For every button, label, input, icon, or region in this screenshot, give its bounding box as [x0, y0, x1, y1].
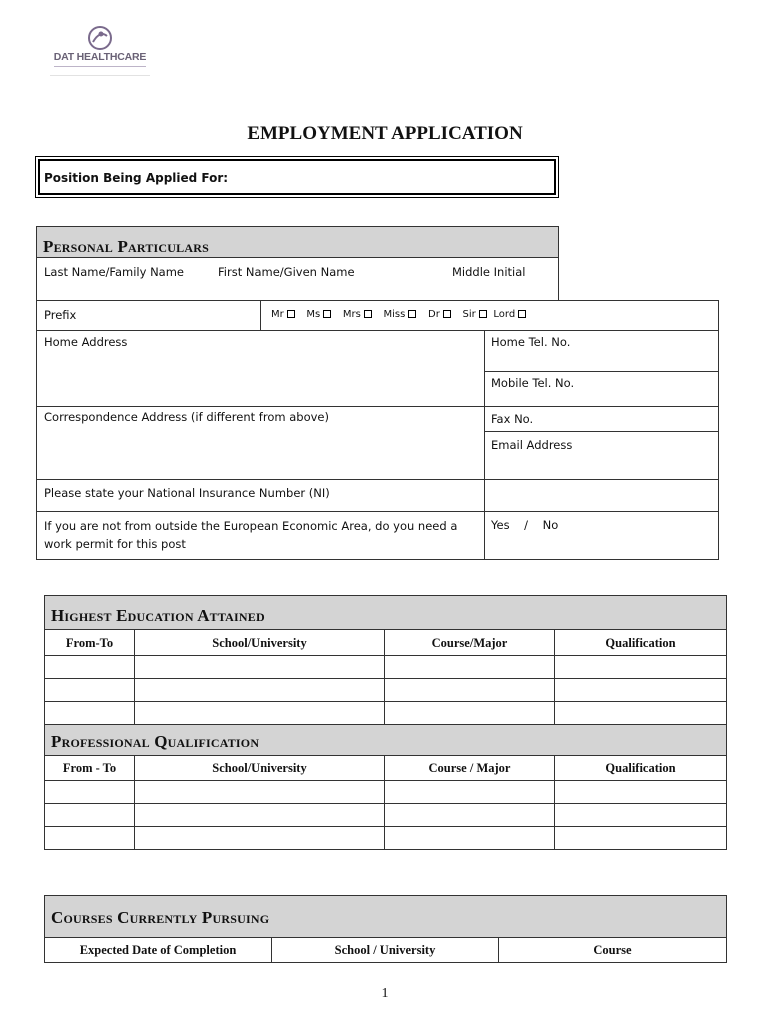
mobile-tel-label: Mobile Tel. No.: [491, 376, 575, 390]
table-cell[interactable]: [384, 780, 555, 804]
table-cell[interactable]: [44, 826, 135, 850]
home-tel-label: Home Tel. No.: [491, 335, 571, 349]
personal-section-header: [36, 226, 559, 258]
logo-baseline: [50, 75, 150, 76]
permit-label: If you are not from outside the European Economic Area, do you need a work permit for this post: [44, 519, 458, 551]
fax-cell[interactable]: [484, 406, 719, 432]
table-cell[interactable]: [384, 701, 555, 725]
logo-underline: [54, 66, 146, 67]
table-cell[interactable]: [384, 678, 555, 702]
table-cell[interactable]: [554, 780, 727, 804]
personal-section-title: Personal Particulars: [43, 237, 209, 256]
prefix-options-cell: [260, 300, 719, 331]
edu-header-from-to: From-To: [44, 629, 135, 656]
prefix-label: Prefix: [44, 308, 77, 322]
checkbox-icon[interactable]: [479, 310, 487, 318]
table-cell[interactable]: [134, 803, 385, 827]
prefix-option-mrs[interactable]: Mrs: [343, 309, 372, 320]
courses-section-title: Courses Currently Pursuing: [51, 908, 270, 927]
name-row[interactable]: [36, 257, 559, 301]
first-name-label: First Name/Given Name: [218, 265, 355, 279]
company-logo: [48, 24, 152, 76]
table-cell[interactable]: [384, 803, 555, 827]
table-cell[interactable]: [384, 826, 555, 850]
prefix-option-mr[interactable]: Mr: [271, 309, 295, 320]
checkbox-icon[interactable]: [323, 310, 331, 318]
education-section-header: [44, 595, 727, 630]
prof-header-qualification: Qualification: [554, 755, 727, 781]
checkbox-icon[interactable]: [364, 310, 372, 318]
page-title: EMPLOYMENT APPLICATION: [247, 123, 523, 144]
edu-header-qualification: Qualification: [554, 629, 727, 656]
prefix-options: [271, 306, 534, 320]
table-cell[interactable]: [44, 655, 135, 679]
prof-header-school: School/University: [134, 755, 385, 781]
ni-input-cell[interactable]: [484, 479, 719, 512]
fax-label: Fax No.: [491, 412, 534, 426]
home-address-label: Home Address: [44, 335, 128, 349]
prefix-option-sir[interactable]: Sir: [462, 309, 486, 320]
checkbox-icon[interactable]: [518, 310, 526, 318]
prefix-label-cell: [36, 300, 261, 331]
table-cell[interactable]: [134, 678, 385, 702]
table-cell[interactable]: [384, 655, 555, 679]
courses-header-school: School / University: [271, 937, 499, 963]
table-cell[interactable]: [554, 803, 727, 827]
table-cell[interactable]: [554, 655, 727, 679]
checkbox-icon[interactable]: [443, 310, 451, 318]
table-cell[interactable]: [44, 803, 135, 827]
logo-text: DAT HEALTHCARE: [53, 51, 147, 63]
table-cell[interactable]: [554, 678, 727, 702]
email-cell[interactable]: [484, 431, 719, 480]
home-address-cell[interactable]: [36, 330, 485, 407]
table-cell[interactable]: [44, 780, 135, 804]
position-box[interactable]: [35, 156, 559, 198]
ni-cell: [36, 479, 485, 512]
courses-section-header: [44, 895, 727, 938]
table-cell[interactable]: [554, 826, 727, 850]
table-cell[interactable]: [134, 826, 385, 850]
prefix-option-miss[interactable]: Miss: [384, 309, 417, 320]
prefix-option-lord[interactable]: Lord: [493, 309, 526, 320]
prof-header-course: Course / Major: [384, 755, 555, 781]
prefix-option-ms[interactable]: Ms: [306, 309, 331, 320]
checkbox-icon[interactable]: [408, 310, 416, 318]
middle-initial-label: Middle Initial: [452, 265, 526, 279]
last-name-label: Last Name/Family Name: [44, 265, 184, 279]
checkbox-icon[interactable]: [287, 310, 295, 318]
prefix-option-dr[interactable]: Dr: [428, 309, 451, 320]
correspondence-cell[interactable]: [36, 406, 485, 480]
education-section-title: Highest Education Attained: [51, 606, 265, 625]
courses-header-course: Course: [498, 937, 727, 963]
table-cell[interactable]: [134, 701, 385, 725]
professional-section-title: Professional Qualification: [51, 732, 260, 751]
professional-section-header: [44, 724, 727, 756]
courses-header-date: Expected Date of Completion: [44, 937, 272, 963]
edu-header-course: Course/Major: [384, 629, 555, 656]
correspondence-label: Correspondence Address (if different from above): [44, 410, 329, 424]
table-cell[interactable]: [44, 678, 135, 702]
page-number: 1: [381, 986, 389, 1001]
table-cell[interactable]: [554, 701, 727, 725]
mobile-tel-cell[interactable]: [484, 371, 719, 407]
home-tel-cell[interactable]: [484, 330, 719, 372]
permit-answer-cell[interactable]: [484, 511, 719, 560]
position-label: Position Being Applied For:: [44, 171, 229, 185]
yes-no-label: Yes / No: [491, 518, 559, 532]
ni-label: Please state your National Insurance Number (NI): [44, 486, 330, 500]
permit-cell: [36, 511, 485, 560]
email-label: Email Address: [491, 438, 573, 452]
edu-header-school: School/University: [134, 629, 385, 656]
table-cell[interactable]: [134, 780, 385, 804]
table-cell[interactable]: [44, 701, 135, 725]
prof-header-from-to: From - To: [44, 755, 135, 781]
table-cell[interactable]: [134, 655, 385, 679]
